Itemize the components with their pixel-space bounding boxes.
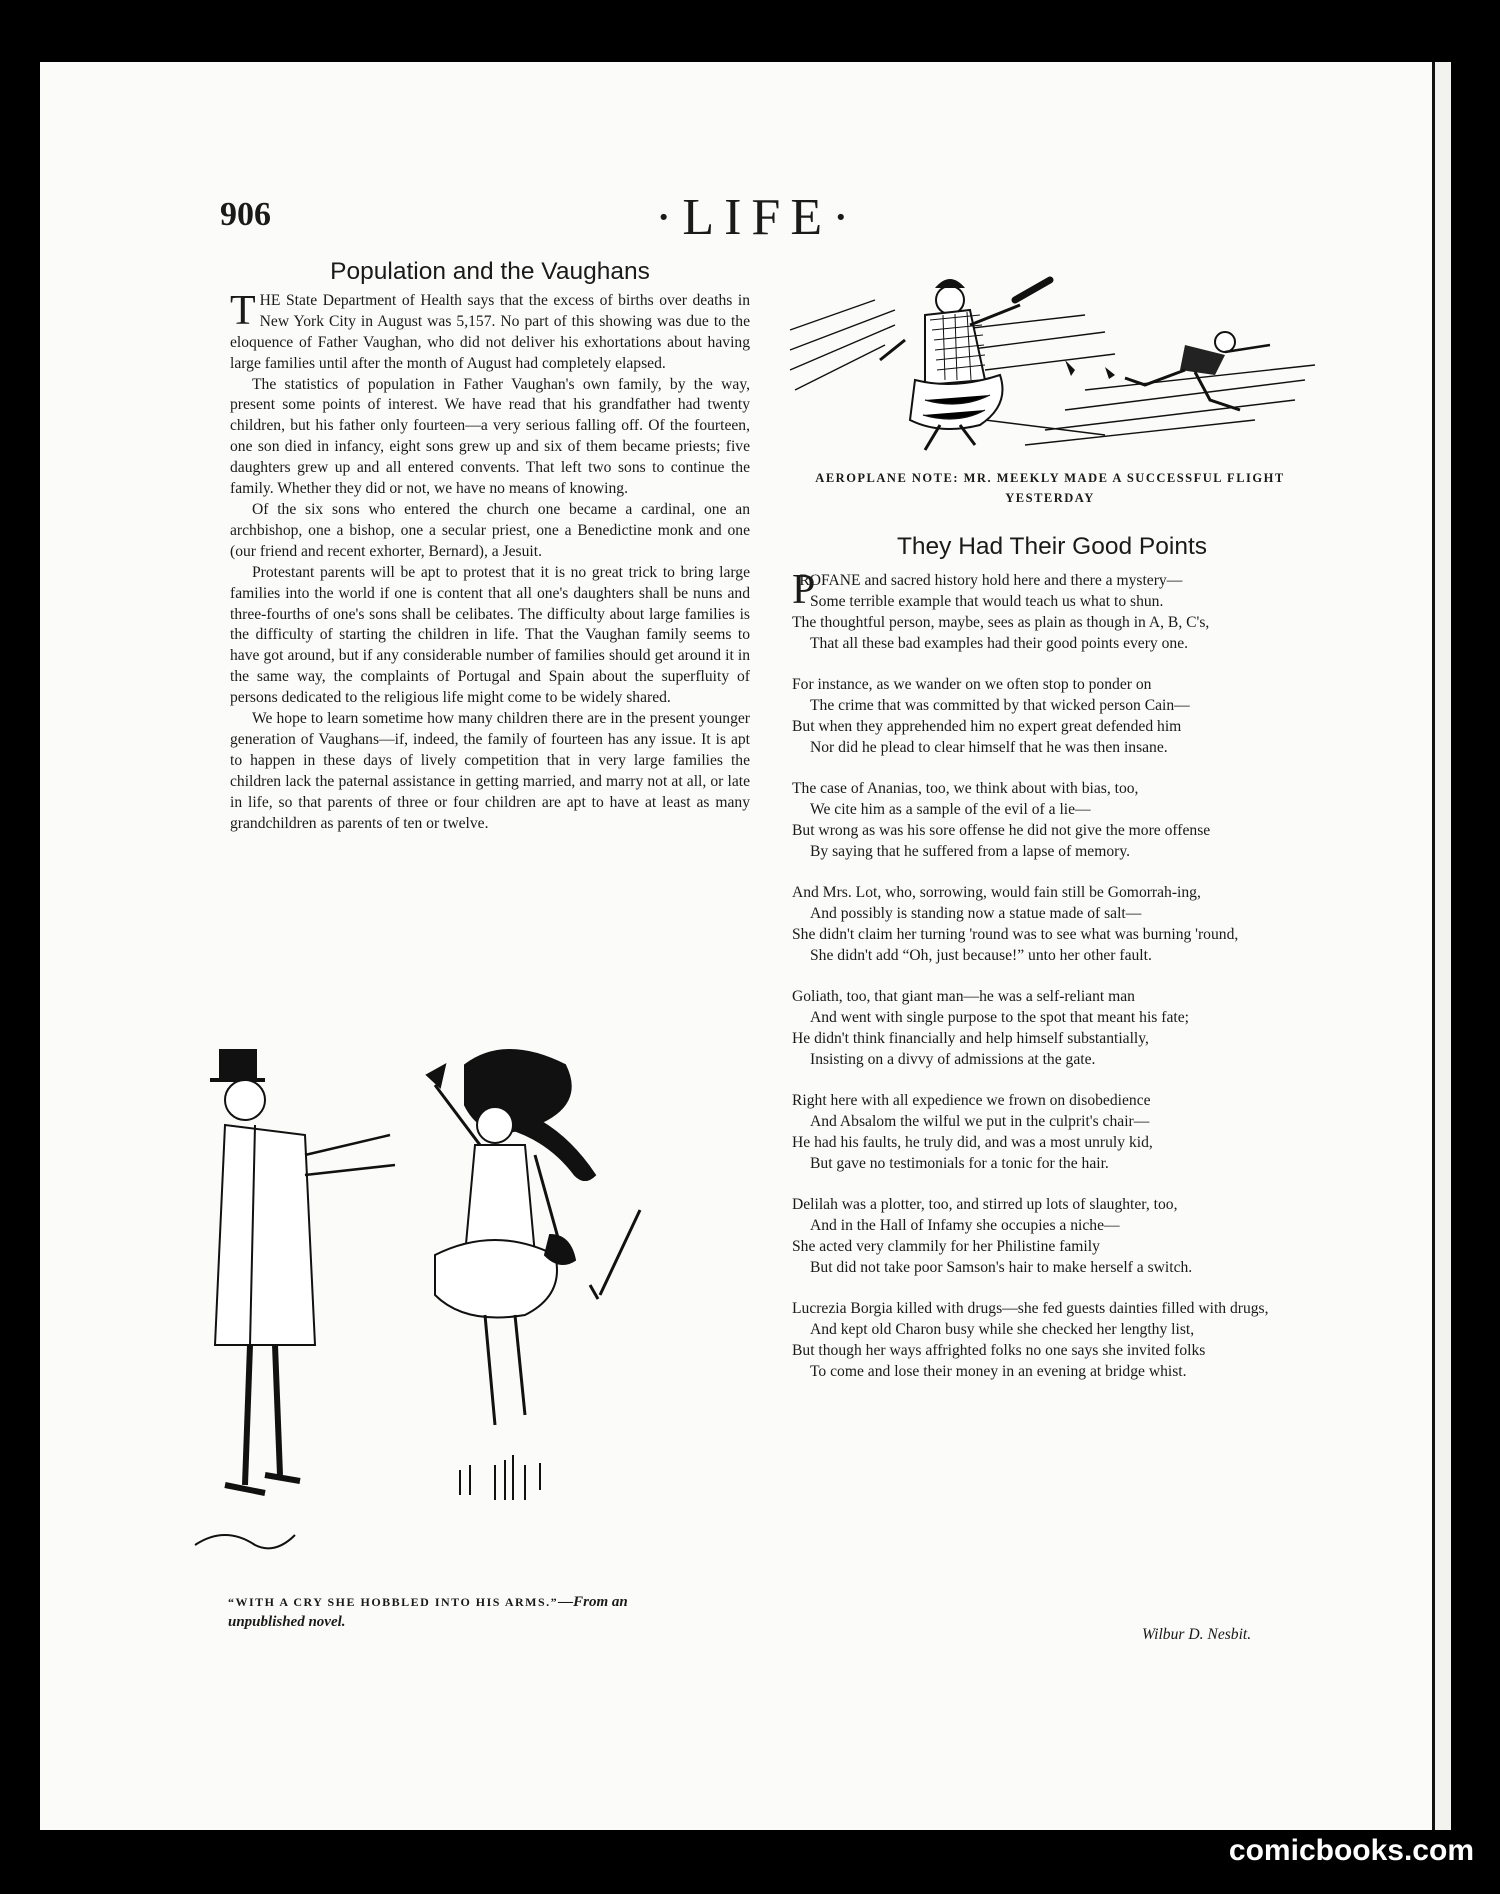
poem-stanza-4: And Mrs. Lot, who, sorrowing, would fain still be Gomorrah-ing, And possibly is standing now a statue made of salt— She didn't claim her turning 'round was to see what was burning 'round, She didn't add “Oh, just because!” unto her other fault.: [792, 884, 1239, 964]
article-dropcap: T: [230, 287, 256, 334]
article-column: [230, 258, 750, 834]
article-paragraph-5: We hope to learn sometime how many children there are in the present younger generation of Vaughans—if, indeed, the family of fourteen has any issue. It is apt to happen in these days of lively competition that in very large families the children lack the paternal assistance in getting married, and marry not at all, or late in life, so that parents of three or four children are apt to have at least as many grandchildren as parents of ten or twelve.: [230, 710, 750, 832]
artist-signature-mark: [195, 1535, 295, 1548]
article-paragraph-4: Protestant parents will be apt to protest that it is no great trick to bring large families into the world if one is content that all one's daughters shall be nuns and three-fourths of one's sons shall be celibates. The difficulty about large families is the difficulty of starting the children in life. That the Vaughan family seems to have got around, but if any considerable number of families should get around it in the same way, the complaints of Portugal and Spain about the superfluity of persons dedicated to the religious life might come to be widely shared.: [230, 563, 750, 707]
hobbled-cartoon-caption: “WITH A CRY SHE HOBBLED INTO HIS ARMS.”—From an unpublished novel.: [228, 1594, 628, 1630]
poem-stanza-3: The case of Ananias, too, we think about with bias, too, We cite him as a sample of the evil of a lie— But wrong as was his sore offense he did not give the more offense By saying that he suffered from a lapse of memory.: [792, 780, 1211, 860]
poem-stanza-7: Delilah was a plotter, too, and stirred up lots of slaughter, too, And in the Hall of Infamy she occupies a niche— She acted very clammily for her Philistine family But did not take poor Samson's hair to make herself a switch.: [792, 1196, 1193, 1276]
adjacent-page-edge: [1432, 62, 1451, 1830]
poem-stanza-6: Right here with all expedience we frown on disobedience And Absalom the wilful we put in the culprit's chair— He had his faults, he truly did, and was a most unruly kid, But gave no testimonials for a tonic for the hair.: [792, 1092, 1153, 1172]
poem-stanza-2: For instance, as we wander on we often stop to ponder on The crime that was committed by that wicked person Cain— But when they apprehended him no expert great defended him Nor did he plead to clear himself that he was then insane.: [792, 676, 1190, 756]
poem-body: [792, 567, 1312, 1402]
man-in-top-hat: [210, 1050, 395, 1493]
poem-dropcap: P: [792, 567, 816, 613]
jumping-woman: [427, 1050, 640, 1425]
hobbled-woman-cartoon-illustration: [195, 1045, 705, 1585]
site-watermark: comicbooks.com: [1228, 1834, 1474, 1867]
poem-stanza-1: P ROFANE and sacred history hold here and there a mystery— Some terrible example that would teach us what to shun. The thoughtful person, maybe, sees as plain as though in A, B, C's, That all these bad examples had their good points every one.: [792, 567, 1210, 652]
article-title: Population and the Vaughans: [330, 258, 650, 285]
poem-author-signature: Wilbur D. Nesbit.: [1142, 1626, 1252, 1643]
article-paragraph-2: The statistics of population in Father Vaughan's own family, by the way, present some points of interest. We have read that his grandfather had twenty children, but his father only fourteen—a very serious falling off. Of the fourteen, one son died in infancy, eight sons grew up and six of them became priests; five daughters grew up and all entered convents. That left two sons to continue the family. Whether they did or not, we have no means of knowing.: [230, 375, 750, 498]
page-number: 906: [220, 196, 271, 233]
poem-stanza-5: Goliath, too, that giant man—he was a self-reliant man And went with single purpose to the spot that meant his fate; He didn't think financially and help himself substantially, Insisting on a divvy of admissions at the gate.: [792, 988, 1189, 1068]
aeroplane-cartoon-illustration: [785, 270, 1320, 460]
speed-lines: [790, 300, 1315, 445]
masthead-title: ·LIFE·: [655, 189, 860, 246]
poem-title: They Had Their Good Points: [896, 533, 1208, 560]
article-paragraph-3: Of the six sons who entered the church one became a cardinal, one an archbishop, one a bishop, one a secular priest, one a Benedictine monk and one (our friend and recent exhorter, Bernard), a Jesuit.: [230, 500, 750, 560]
poem-stanza-8: Lucrezia Borgia killed with drugs—she fed guests dainties filled with drugs, And kept old Charon busy while she checked her lengthy list, But though her ways affrighted folks no one says she invited folks To come and lose their money in an evening at bridge whist.: [792, 1300, 1269, 1380]
fleeing-man-figure: [1065, 332, 1270, 410]
article-paragraph-1: THE State Department of Health says that the excess of births over deaths in New York City in August was 5,157. No part of this showing was due to the eloquence of Father Vaughan, who did not deliver his exhortations about having large families until after the month of August had completely elapsed.: [230, 287, 750, 372]
motion-marks: [460, 1455, 540, 1500]
aeroplane-cartoon-caption: AEROPLANE NOTE: MR. MEEKLY MADE A SUCCESSFUL FLIGHT YESTERDAY: [815, 471, 1285, 505]
